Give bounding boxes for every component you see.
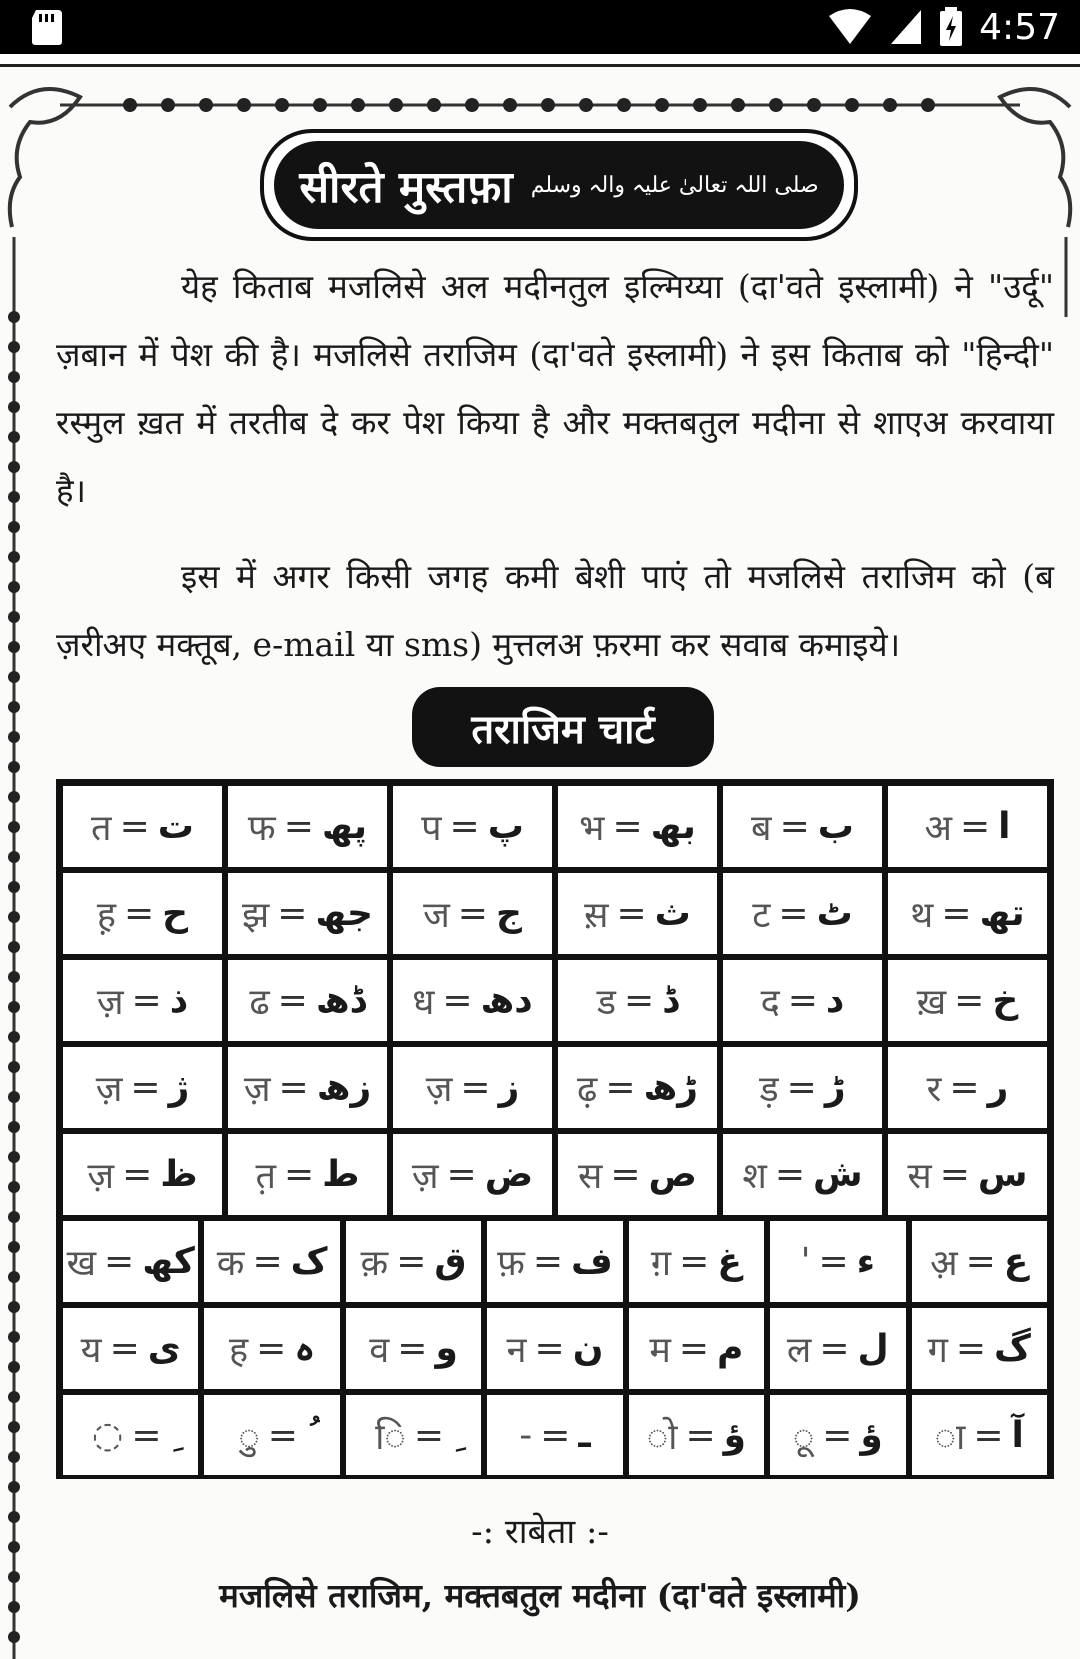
chart-row [60, 957, 1050, 1044]
cell-equals: = [278, 1067, 309, 1108]
cell-urdu-letter: ح [162, 893, 189, 934]
chart-cell [555, 957, 720, 1044]
cell-hindi-letter: ि [375, 1417, 406, 1458]
chart-cell [720, 1044, 885, 1131]
cell-urdu-letter: ز [498, 1067, 520, 1108]
cell-equals: = [955, 1328, 987, 1369]
sd-card-icon [30, 8, 64, 46]
cell-equals: = [252, 1241, 283, 1282]
cell-hindi-letter: य [80, 1330, 102, 1371]
chart-cell [626, 1218, 767, 1305]
chart-cell [885, 870, 1050, 957]
cell-urdu-letter: غ [717, 1241, 742, 1282]
cell-hindi-letter: क [216, 1243, 245, 1284]
chart-cell [720, 1131, 885, 1218]
cell-urdu-letter: ؤ [723, 1415, 747, 1456]
cell-urdu-letter: خ [992, 980, 1019, 1021]
cell-hindi-letter: ◌ु [238, 1417, 260, 1458]
book-title: सीरते मुस्तफ़ा [299, 162, 513, 213]
cell-hindi-letter: र [926, 1069, 942, 1110]
cell-equals: = [679, 1241, 710, 1282]
cell-equals: = [678, 1328, 710, 1369]
chart-cell [201, 1305, 342, 1392]
cell-equals: = [787, 980, 818, 1021]
chart-cell [720, 957, 885, 1044]
cell-urdu-letter: ہ [294, 1328, 316, 1369]
cell-urdu-letter: ک [290, 1241, 328, 1282]
cell-urdu-letter: ر [987, 1067, 1009, 1108]
cell-hindi-letter: ब [751, 808, 772, 849]
chart-cell [555, 1131, 720, 1218]
chart-cell [60, 1392, 201, 1479]
contact-body: मजलिसे तराजिम, मक्तबतुल मदीना (दा'वते इस्लामी) [219, 1576, 861, 1615]
cell-urdu-letter: ث [654, 893, 691, 934]
cell-equals: = [786, 1067, 817, 1108]
cell-hindi-letter: अ़ [930, 1243, 958, 1284]
chart-cell [909, 1392, 1050, 1479]
cell-hindi-letter: म [649, 1330, 671, 1371]
cell-hindi-letter: ा [934, 1417, 966, 1458]
cell-hindi-letter: ो [646, 1417, 678, 1458]
chart-cell [626, 1305, 767, 1392]
cell-equals: = [267, 1415, 298, 1456]
cell-hindi-letter: श [742, 1156, 767, 1197]
chart-row [60, 1218, 1050, 1305]
cell-equals: = [774, 1154, 805, 1195]
cell-hindi-letter: ज [423, 895, 450, 936]
chart-cell [767, 1392, 908, 1479]
cell-equals: = [540, 1415, 571, 1456]
cell-urdu-letter: ؤ [860, 1415, 883, 1456]
cell-urdu-letter: ڈ [662, 980, 679, 1021]
chart-cell [720, 870, 885, 957]
cell-hindi-letter: स़ [584, 895, 609, 936]
cell-equals: = [446, 1154, 477, 1195]
cell-urdu-letter: کھ [142, 1241, 195, 1282]
cell-equals: = [396, 1241, 427, 1282]
cell-urdu-letter: ء [856, 1241, 876, 1282]
cell-urdu-letter: ج [495, 893, 522, 934]
cell-hindi-letter: ड [596, 982, 617, 1023]
cell-equals: = [610, 1154, 641, 1195]
cell-hindi-letter: ज़ [411, 1156, 439, 1197]
chart-cell [720, 783, 885, 870]
chart-cell [225, 1044, 390, 1131]
cell-urdu-letter: ض [484, 1154, 534, 1195]
cell-equals: = [277, 980, 308, 1021]
battery-charging-icon [939, 7, 963, 47]
cell-hindi-letter: फ [247, 808, 276, 849]
cell-equals: = [534, 1328, 565, 1369]
cell-urdu-letter: ٹ [816, 893, 853, 934]
cell-hindi-letter: ढ [249, 982, 270, 1023]
chart-cell [484, 1218, 625, 1305]
chart-cell [60, 1131, 225, 1218]
cell-equals: = [965, 1241, 996, 1282]
cell-urdu-letter: ڑھ [643, 1067, 698, 1108]
cell-urdu-letter: تھ [979, 893, 1025, 934]
cell-hindi-letter: ह़ [96, 895, 116, 936]
cell-equals: = [779, 806, 810, 847]
cell-urdu-letter: ط [322, 1154, 360, 1195]
cell-hindi-letter: ज़ [87, 1156, 115, 1197]
intro-paragraph: येह किताब मजलिसे अल मदीनतुल इल्मिय्या (दा'वते इस्लामी) ने "उर्दू" ज़बान में पेश की है। मजलिसे तराजिम (दा'वते इस्लामी) ने इस किताब को "हिन्दी" रस्मुल ख़त में तरतीब दे कर पेश किया है और मक्तबतुल मदीना से शाएअ करवाया है। [56, 267, 1054, 510]
chart-cell [343, 1305, 484, 1392]
chart-cell [60, 1044, 225, 1131]
chart-row [60, 1131, 1050, 1218]
cell-equals: = [612, 806, 643, 847]
chart-row [60, 783, 1050, 870]
chart-cell [60, 957, 225, 1044]
cell-equals: = [397, 1328, 428, 1369]
cell-hindi-letter: ग [927, 1330, 948, 1371]
cell-equals: = [973, 1415, 1004, 1456]
chart-cell [555, 870, 720, 957]
clock-time: 4:57 [979, 6, 1060, 48]
cell-hindi-letter: ◌ [91, 1415, 124, 1456]
cell-urdu-letter: م [717, 1328, 744, 1369]
cell-equals: = [119, 806, 150, 847]
cell-hindi-letter: ह [228, 1330, 249, 1371]
cell-urdu-letter: ڈھ [315, 980, 366, 1021]
cellular-signal-icon [889, 8, 923, 46]
chart-cell [343, 1392, 484, 1479]
cell-urdu-letter: زھ [316, 1067, 372, 1108]
chart-title: तराजिम चार्ट [412, 687, 714, 767]
chart-cell [767, 1218, 908, 1305]
cell-equals: = [457, 893, 488, 934]
cell-hindi-letter: ज़ [425, 1069, 453, 1110]
cell-hindi-letter: ज़ [95, 1069, 123, 1110]
transliteration-chart [56, 779, 1054, 1479]
cell-equals: = [941, 893, 972, 934]
cell-hindi-letter: क़ [360, 1243, 389, 1284]
cell-hindi-letter: ड़ [759, 1069, 779, 1110]
chart-cell [484, 1392, 625, 1479]
cell-equals: = [819, 1328, 850, 1369]
cell-equals: = [104, 1241, 135, 1282]
cell-hindi-letter: अ [924, 808, 952, 849]
cell-hindi-letter: झ [241, 895, 270, 936]
chart-cell [555, 783, 720, 870]
cell-urdu-letter: ڑ [824, 1067, 846, 1108]
chart-cell [225, 783, 390, 870]
cell-hindi-letter: ज़ [243, 1069, 271, 1110]
cell-hindi-letter: स [578, 1156, 603, 1197]
cell-urdu-letter: ف [571, 1241, 613, 1282]
cell-equals: = [532, 1241, 564, 1282]
cell-equals: = [131, 1415, 162, 1456]
chart-cell [885, 1131, 1050, 1218]
cell-urdu-letter: پھ [321, 806, 368, 847]
cell-urdu-letter: ذ [169, 980, 189, 1021]
cell-hindi-letter: त [91, 808, 112, 849]
cell-hindi-letter: ल [786, 1330, 812, 1371]
cell-equals: = [605, 1067, 636, 1108]
cell-equals: = [130, 1067, 161, 1108]
cell-equals: = [939, 1154, 970, 1195]
cell-equals: = [449, 806, 480, 847]
status-bar [0, 0, 1080, 54]
cell-urdu-letter: ن [572, 1328, 604, 1369]
cell-hindi-letter: प [421, 808, 442, 849]
chart-cell [225, 1131, 390, 1218]
cell-equals: = [277, 893, 308, 934]
cell-hindi-letter: ट [752, 895, 771, 936]
chart-row [60, 1305, 1050, 1392]
chart-cell [626, 1392, 767, 1479]
cell-urdu-letter: آ [1011, 1415, 1024, 1456]
cell-equals: = [256, 1328, 287, 1369]
chart-row [60, 1392, 1050, 1479]
cell-hindi-letter: ख [66, 1243, 97, 1284]
cell-urdu-letter: ی [147, 1328, 181, 1369]
cell-hindi-letter: ढ़ [577, 1069, 598, 1110]
book-page [0, 64, 1080, 1659]
cell-hindi-letter: ज़ [96, 982, 124, 1023]
chart-cell [201, 1392, 342, 1479]
chart-cell [885, 957, 1050, 1044]
chart-cell [767, 1305, 908, 1392]
chart-cell [390, 1131, 555, 1218]
cell-urdu-letter: ژ [168, 1067, 190, 1108]
cell-urdu-letter: ـ [578, 1415, 591, 1456]
book-title-banner [260, 129, 858, 241]
cell-equals: = [624, 980, 655, 1021]
cell-equals: = [109, 1328, 140, 1369]
cell-equals: = [616, 893, 647, 934]
cell-hindi-letter: त़ [255, 1156, 276, 1197]
cell-urdu-letter: گ [994, 1328, 1031, 1369]
cell-hindi-letter: द [760, 982, 780, 1023]
cell-equals: = [960, 806, 991, 847]
cell-equals: = [778, 893, 809, 934]
cell-urdu-letter: ل [857, 1328, 889, 1369]
cell-hindi-letter: थ [910, 895, 934, 936]
chart-cell [484, 1305, 625, 1392]
cell-hindi-letter: स [907, 1156, 932, 1197]
chart-cell [60, 783, 225, 870]
chart-cell [390, 783, 555, 870]
cell-urdu-letter: بھ [650, 806, 696, 847]
chart-cell [390, 870, 555, 957]
cell-urdu-letter: و [435, 1328, 458, 1369]
cell-equals: = [283, 806, 314, 847]
cell-urdu-letter: ع [1003, 1241, 1029, 1282]
cell-urdu-letter: ت [157, 806, 194, 847]
chart-cell [225, 957, 390, 1044]
chart-cell [201, 1218, 342, 1305]
cell-equals: = [442, 980, 473, 1021]
cell-hindi-letter: व [369, 1330, 390, 1371]
cell-hindi-letter: न [506, 1330, 527, 1371]
chart-cell [909, 1305, 1050, 1392]
cell-hindi-letter: - [519, 1415, 533, 1456]
cell-equals: = [413, 1415, 444, 1456]
cell-equals: = [822, 1415, 853, 1456]
chart-cell [909, 1218, 1050, 1305]
chart-cell [885, 783, 1050, 870]
feedback-paragraph: इस में अगर किसी जगह कमी बेशी पाएं तो मजलिसे तराजिम को (ब ज़रीअए मक्तूब, e-mail या sms) मुत्तलअ फ़रमा कर सवाब कमाइये। [56, 557, 1054, 664]
title-honorific: صلی اللہ تعالیٰ علیہ والہ وسلم [530, 172, 819, 198]
cell-urdu-letter: پ [487, 806, 524, 847]
cell-urdu-letter: ب [817, 806, 854, 847]
chart-cell [60, 1305, 201, 1392]
cell-hindi-letter: भ [579, 808, 605, 849]
chart-cell [60, 870, 225, 957]
chart-cell [555, 1044, 720, 1131]
cell-urdu-letter: ق [434, 1241, 467, 1282]
cell-equals: = [685, 1415, 716, 1456]
wifi-icon [827, 8, 873, 46]
cell-equals: = [954, 980, 985, 1021]
chart-row [60, 1044, 1050, 1131]
cell-urdu-letter: د [825, 980, 845, 1021]
cell-urdu-letter: جھ [315, 893, 373, 934]
cell-urdu-letter: دھ [480, 980, 533, 1021]
cell-hindi-letter: ख़ [916, 982, 947, 1023]
cell-equals: = [460, 1067, 491, 1108]
cell-urdu-letter: ظ [160, 1154, 198, 1195]
cell-urdu-letter: ا [998, 806, 1011, 847]
cell-equals: = [949, 1067, 980, 1108]
chart-cell [390, 1044, 555, 1131]
chart-cell [390, 957, 555, 1044]
cell-urdu-letter: س [977, 1154, 1028, 1195]
cell-equals: = [124, 893, 155, 934]
chart-row [60, 870, 1050, 957]
cell-hindi-letter: ' [800, 1241, 811, 1282]
cell-equals: = [283, 1154, 315, 1195]
contact-heading: -: राबेता :- [471, 1512, 609, 1552]
cell-equals: = [122, 1154, 153, 1195]
chart-cell [60, 1218, 201, 1305]
cell-hindi-letter: ू [792, 1417, 815, 1458]
cell-equals: = [818, 1241, 849, 1282]
cell-urdu-letter: ص [648, 1154, 697, 1195]
cell-hindi-letter: फ़ [497, 1243, 525, 1284]
chart-cell [885, 1044, 1050, 1131]
cell-hindi-letter: ध [412, 982, 435, 1023]
cell-urdu-letter: ش [812, 1154, 863, 1195]
chart-cell [343, 1218, 484, 1305]
cell-hindi-letter: ग़ [650, 1243, 672, 1284]
chart-cell [225, 870, 390, 957]
cell-equals: = [131, 980, 162, 1021]
